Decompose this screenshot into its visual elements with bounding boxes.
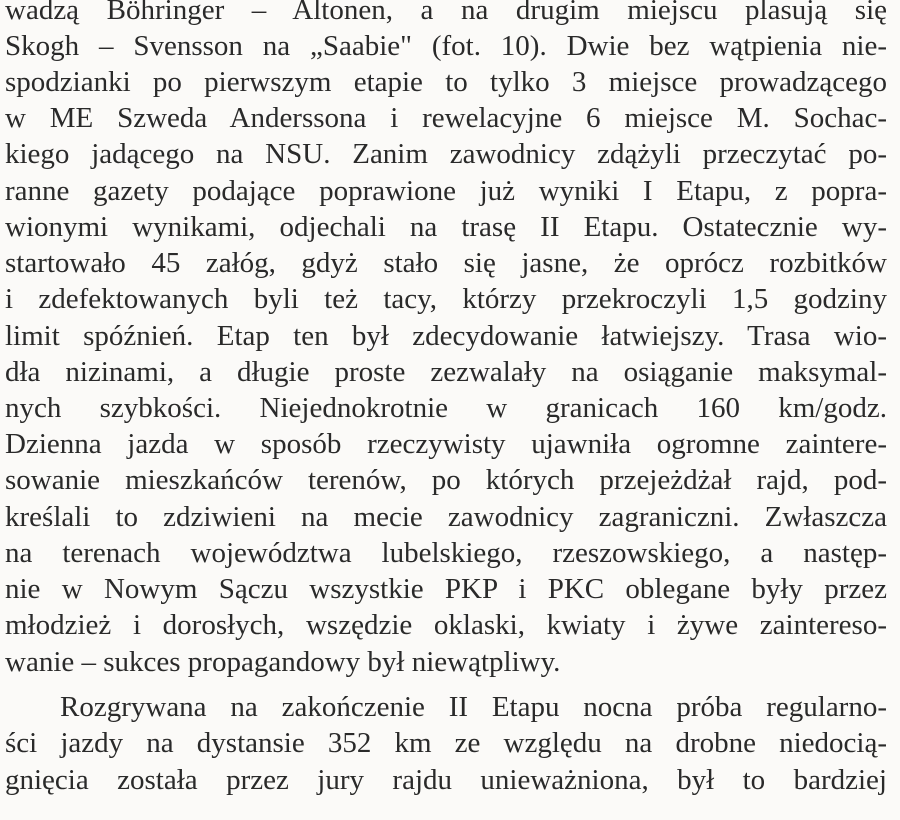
text-line: gnięcia została przez jury rajdu unieważniona, był to bardziej <box>5 764 887 796</box>
paragraph-end-line: wanie – sukces propagandowy był niewątpliwy. <box>5 646 561 678</box>
text-line: Dzienna jazda w sposób rzeczywisty ujawniła ogromne zaintere- <box>5 428 887 460</box>
text-line: nie w Nowym Sączu wszystkie PKP i PKC oblegane były przez <box>5 573 887 605</box>
text-line: wionymi wynikami, odjechali na trasę II Etapu. Ostatecznie wy- <box>5 211 887 243</box>
text-line: sowanie mieszkańców terenów, po których przejeżdżał rajd, pod- <box>5 464 887 496</box>
paragraph-start-line: Rozgrywana na zakończenie II Etapu nocna próba regularno- <box>60 691 887 723</box>
text-line: startowało 45 załóg, gdyż stało się jasne, że oprócz rozbitków <box>5 247 887 279</box>
text-line: dła nizinami, a długie proste zezwalały na osiąganie maksymal- <box>5 356 887 388</box>
text-line: młodzież i dorosłych, wszędzie oklaski, kwiaty i żywe zaintereso- <box>5 609 887 641</box>
text-line: ści jazdy na dystansie 352 km ze względu na drobne niedocią- <box>5 727 887 759</box>
text-line: kreślali to zdziwieni na mecie zawodnicy zagraniczni. Zwłaszcza <box>5 501 887 533</box>
text-line: i zdefektowanych byli też tacy, którzy przekroczyli 1,5 godziny <box>5 283 887 315</box>
text-line: w ME Szweda Anderssona i rewelacyjne 6 miejsce M. Sochac- <box>5 102 887 134</box>
text-line: ranne gazety podające poprawione już wyniki I Etapu, z popra- <box>5 175 887 207</box>
text-line: nych szybkości. Niejednokrotnie w granicach 160 km/godz. <box>5 392 887 424</box>
text-line: limit spóźnień. Etap ten był zdecydowanie łatwiejszy. Trasa wio- <box>5 320 887 352</box>
text-line: kiego jadącego na NSU. Zanim zawodnicy zdążyli przeczytać po- <box>5 138 887 170</box>
text-line: wadzą Böhringer – Altonen, a na drugim miejscu plasują się <box>5 0 887 26</box>
text-line: spodzianki po pierwszym etapie to tylko 3 miejsce prowadzącego <box>5 66 887 98</box>
text-line: Skogh – Svensson na „Saabie" (fot. 10). Dwie bez wątpienia nie- <box>5 30 887 62</box>
text-line: na terenach województwa lubelskiego, rzeszowskiego, a następ- <box>5 537 887 569</box>
